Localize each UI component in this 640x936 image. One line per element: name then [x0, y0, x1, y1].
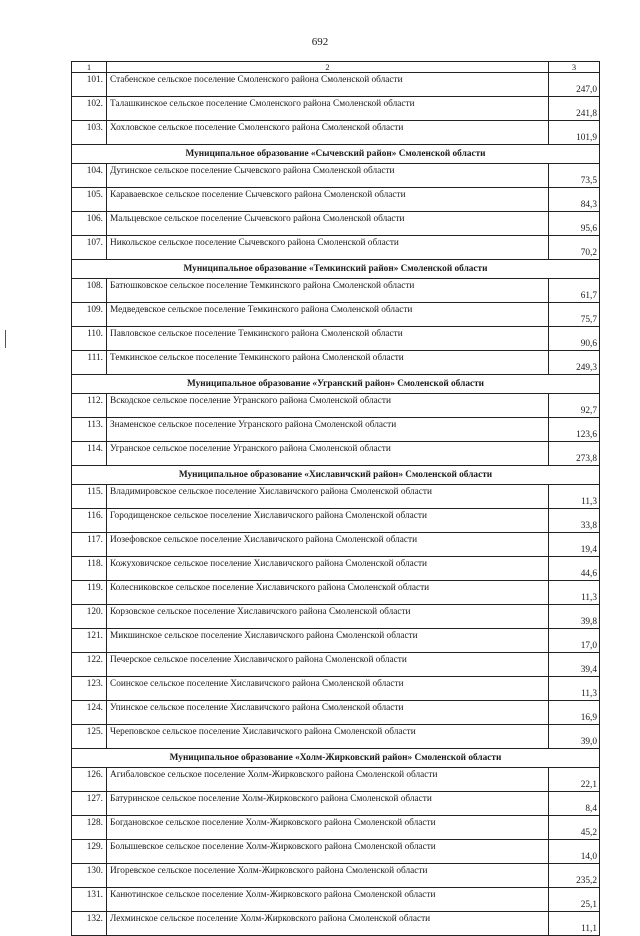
row-number: 105. [72, 188, 107, 212]
table-body [72, 62, 600, 936]
row-name: Мальцевское сельское поселение Сычевского района Смоленской области [107, 212, 549, 236]
row-name: Павловское сельское поселение Темкинского района Смоленской области [107, 327, 549, 351]
row-value: 73,5 [549, 164, 600, 188]
table-row [72, 533, 600, 557]
row-value: 19,4 [549, 533, 600, 557]
row-value: 75,7 [549, 303, 600, 327]
row-value: 45,2 [549, 816, 600, 840]
row-value: 22,1 [549, 768, 600, 792]
table-header-row [72, 62, 600, 73]
row-value: 101,9 [549, 121, 600, 145]
row-number: 124. [72, 701, 107, 725]
table-row [72, 629, 600, 653]
row-value: 249,3 [549, 351, 600, 375]
row-number: 108. [72, 279, 107, 303]
row-number: 109. [72, 303, 107, 327]
table-row [72, 888, 600, 912]
row-value: 25,1 [549, 888, 600, 912]
row-value: 11,3 [549, 485, 600, 509]
table-row [72, 121, 600, 145]
row-number: 106. [72, 212, 107, 236]
row-value: 11,3 [549, 677, 600, 701]
table-row [72, 768, 600, 792]
row-value: 90,6 [549, 327, 600, 351]
row-value: 11,3 [549, 581, 600, 605]
row-name: Городищенское сельское поселение Хиславичского района Смоленской области [107, 509, 549, 533]
row-number: 110. [72, 327, 107, 351]
row-name: Лехминское сельское поселение Холм-Жирковского района Смоленской области [107, 912, 549, 936]
row-number: 120. [72, 605, 107, 629]
table-row [72, 792, 600, 816]
page-number: 692 [311, 36, 329, 48]
table-row [72, 509, 600, 533]
row-number: 115. [72, 485, 107, 509]
table-row [72, 418, 600, 442]
row-number: 114. [72, 442, 107, 466]
row-number: 112. [72, 394, 107, 418]
row-number: 119. [72, 581, 107, 605]
row-value: 44,6 [549, 557, 600, 581]
table-row [72, 236, 600, 260]
row-value: 61,7 [549, 279, 600, 303]
row-name: Вскодское сельское поселение Угранского района Смоленской области [107, 394, 549, 418]
table-row [72, 725, 600, 749]
table-row [72, 581, 600, 605]
section-header-row [72, 749, 600, 768]
row-name: Хохловское сельское поселение Смоленского района Смоленской области [107, 121, 549, 145]
row-number: 125. [72, 725, 107, 749]
table-row [72, 442, 600, 466]
row-value: 14,0 [549, 840, 600, 864]
header-col-2: 2 [107, 62, 549, 73]
header-col-1: 1 [72, 62, 107, 73]
row-name: Микшинское сельское поселение Хиславичского района Смоленской области [107, 629, 549, 653]
row-value: 95,6 [549, 212, 600, 236]
row-number: 131. [72, 888, 107, 912]
row-value: 235,2 [549, 864, 600, 888]
row-name: Богдановское сельское поселение Холм-Жирковского района Смоленской области [107, 816, 549, 840]
row-value: 84,3 [549, 188, 600, 212]
section-header-row [72, 145, 600, 164]
row-value: 8,4 [549, 792, 600, 816]
row-name: Стабенское сельское поселение Смоленского района Смоленской области [107, 73, 549, 97]
row-value: 39,4 [549, 653, 600, 677]
row-number: 101. [72, 73, 107, 97]
row-number: 121. [72, 629, 107, 653]
row-number: 103. [72, 121, 107, 145]
section-title: Муниципальное образование «Угранский район» Смоленской области [72, 375, 600, 394]
table-row [72, 212, 600, 236]
row-name: Болышевское сельское поселение Холм-Жирковского района Смоленской области [107, 840, 549, 864]
row-name: Иозефовское сельское поселение Хиславичского района Смоленской области [107, 533, 549, 557]
table-row [72, 351, 600, 375]
table-row [72, 188, 600, 212]
table-row [72, 701, 600, 725]
document-table [71, 61, 600, 936]
table-row [72, 557, 600, 581]
table-row [72, 97, 600, 121]
row-name: Корзовское сельское поселение Хиславичского района Смоленской области [107, 605, 549, 629]
row-number: 117. [72, 533, 107, 557]
table-row [72, 303, 600, 327]
section-title: Муниципальное образование «Хиславичский район» Смоленской области [72, 466, 600, 485]
row-name: Агибаловское сельское поселение Холм-Жирковского района Смоленской области [107, 768, 549, 792]
row-number: 132. [72, 912, 107, 936]
row-number: 104. [72, 164, 107, 188]
row-number: 102. [72, 97, 107, 121]
row-name: Игоревское сельское поселение Холм-Жирковского района Смоленской области [107, 864, 549, 888]
row-name: Соинское сельское поселение Хиславичского района Смоленской области [107, 677, 549, 701]
row-number: 113. [72, 418, 107, 442]
row-value: 16,9 [549, 701, 600, 725]
row-value: 273,8 [549, 442, 600, 466]
header-col-3: 3 [549, 62, 600, 73]
row-value: 17,0 [549, 629, 600, 653]
row-value: 247,0 [549, 73, 600, 97]
table-row [72, 653, 600, 677]
section-title: Муниципальное образование «Темкинский район» Смоленской области [72, 260, 600, 279]
section-header-row [72, 375, 600, 394]
row-number: 127. [72, 792, 107, 816]
row-name: Угранское сельское поселение Угранского района Смоленской области [107, 442, 549, 466]
margin-mark [5, 330, 12, 348]
row-name: Талашкинское сельское поселение Смоленского района Смоленской области [107, 97, 549, 121]
row-value: 123,6 [549, 418, 600, 442]
row-number: 122. [72, 653, 107, 677]
table-row [72, 816, 600, 840]
row-number: 126. [72, 768, 107, 792]
section-header-row [72, 466, 600, 485]
row-number: 118. [72, 557, 107, 581]
table-row [72, 73, 600, 97]
row-value: 39,0 [549, 725, 600, 749]
table-row [72, 164, 600, 188]
row-number: 111. [72, 351, 107, 375]
row-name: Кожуховичское сельское поселение Хиславичского района Смоленской области [107, 557, 549, 581]
table-row [72, 912, 600, 936]
row-name: Батуринское сельское поселение Холм-Жирковского района Смоленской области [107, 792, 549, 816]
row-value: 11,1 [549, 912, 600, 936]
row-name: Батюшковское сельское поселение Темкинского района Смоленской области [107, 279, 549, 303]
table-row [72, 677, 600, 701]
row-name: Никольское сельское поселение Сычевского района Смоленской области [107, 236, 549, 260]
row-value: 92,7 [549, 394, 600, 418]
row-name: Темкинское сельское поселение Темкинского района Смоленской области [107, 351, 549, 375]
row-number: 116. [72, 509, 107, 533]
section-title: Муниципальное образование «Холм-Жирковский район» Смоленской области [72, 749, 600, 768]
row-number: 130. [72, 864, 107, 888]
row-value: 39,8 [549, 605, 600, 629]
row-name: Печерское сельское поселение Хиславичского района Смоленской области [107, 653, 549, 677]
table-row [72, 864, 600, 888]
row-name: Владимировское сельское поселение Хиславичского района Смоленской области [107, 485, 549, 509]
row-name: Упинское сельское поселение Хиславичского района Смоленской области [107, 701, 549, 725]
table-row [72, 394, 600, 418]
table-row [72, 605, 600, 629]
row-name: Канютинское сельское поселение Холм-Жирковского района Смоленской области [107, 888, 549, 912]
row-number: 129. [72, 840, 107, 864]
row-value: 70,2 [549, 236, 600, 260]
row-name: Дугинское сельское поселение Сычевского района Смоленской области [107, 164, 549, 188]
row-name: Череповское сельское поселение Хиславичского района Смоленской области [107, 725, 549, 749]
row-number: 123. [72, 677, 107, 701]
table-row [72, 327, 600, 351]
row-number: 128. [72, 816, 107, 840]
row-number: 107. [72, 236, 107, 260]
row-name: Знаменское сельское поселение Угранского района Смоленской области [107, 418, 549, 442]
row-name: Караваевское сельское поселение Сычевского района Смоленской области [107, 188, 549, 212]
row-value: 241,8 [549, 97, 600, 121]
section-header-row [72, 260, 600, 279]
table-row [72, 485, 600, 509]
table-row [72, 840, 600, 864]
table-row [72, 279, 600, 303]
section-title: Муниципальное образование «Сычевский район» Смоленской области [72, 145, 600, 164]
row-name: Медведевское сельское поселение Темкинского района Смоленской области [107, 303, 549, 327]
row-value: 33,8 [549, 509, 600, 533]
row-name: Колесниковское сельское поселение Хиславичского района Смоленской области [107, 581, 549, 605]
